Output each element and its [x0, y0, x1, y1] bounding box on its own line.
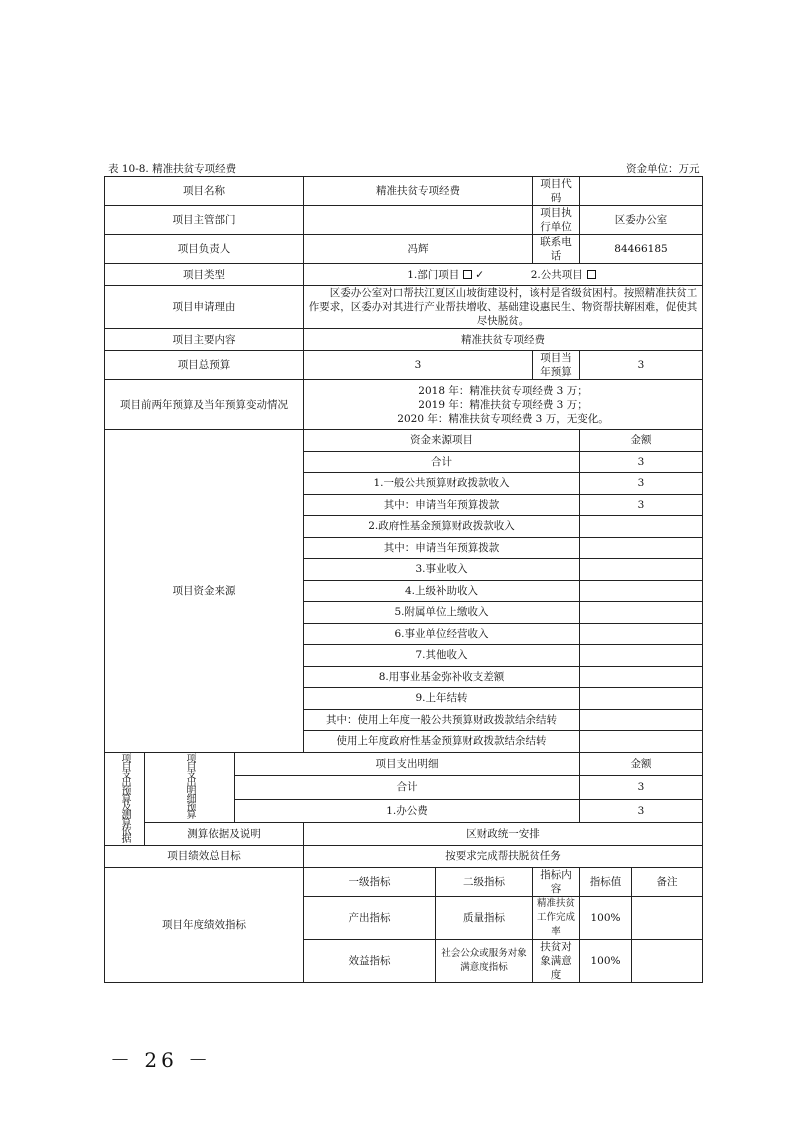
- funding-amount: [580, 623, 703, 645]
- funding-amount: 3: [580, 473, 703, 495]
- goal-label: 项目绩效总目标: [105, 845, 304, 867]
- indicator-header: 一级指标: [304, 867, 436, 896]
- project-name-value: 精准扶贫专项经费: [304, 177, 533, 206]
- funding-label: 项目资金来源: [105, 430, 304, 753]
- person-value: 冯辉: [304, 235, 533, 264]
- funding-item: 使用上年度政府性基金预算财政拨款结余结转: [304, 731, 580, 753]
- indicator-content: 精准扶贫工作完成率: [533, 896, 580, 939]
- funding-col-item: 资金来源项目: [304, 430, 580, 452]
- funding-total-label: 合计: [304, 451, 580, 473]
- funding-amount: [580, 709, 703, 731]
- funding-amount: [580, 602, 703, 624]
- funding-item: 7.其他收入: [304, 645, 580, 667]
- funding-amount: [580, 666, 703, 688]
- funding-item: 其中：申请当年预算拨款: [304, 537, 580, 559]
- funding-item: 其中：申请当年预算拨款: [304, 494, 580, 516]
- exec-unit-value: 区委办公室: [580, 206, 703, 235]
- checkmark-icon: ✓: [475, 268, 485, 281]
- indicator-header: 备注: [632, 867, 703, 896]
- indicator-note: [632, 896, 703, 939]
- funding-amount: [580, 688, 703, 710]
- indicator-level2: 质量指标: [436, 896, 533, 939]
- funding-amount: [580, 559, 703, 581]
- person-label: 项目负责人: [105, 235, 304, 264]
- history-label: 项目前两年预算及当年预算变动情况: [105, 380, 304, 430]
- content-label: 项目主要内容: [105, 329, 304, 351]
- annual-indicators-label: 项目年度绩效指标: [105, 867, 304, 982]
- dept-label: 项目主管部门: [105, 206, 304, 235]
- funding-amount: [580, 580, 703, 602]
- project-type-options: [304, 264, 703, 286]
- funding-item: 1.一般公共预算财政拨款收入: [304, 473, 580, 495]
- history-line: 2019 年：精准扶贫专项经费 3 万；: [418, 398, 588, 411]
- indicator-content: 扶贫对象满意度: [533, 939, 580, 982]
- page-number: － 26 －: [110, 1048, 213, 1072]
- dept-value: [304, 206, 533, 235]
- checkbox-icon: [587, 270, 596, 279]
- funding-item: 6.事业单位经营收入: [304, 623, 580, 645]
- funding-item: 5.附属单位上缴收入: [304, 602, 580, 624]
- history-line: 2018 年：精准扶贫专项经费 3 万；: [418, 384, 588, 397]
- total-budget-label: 项目总预算: [105, 351, 304, 380]
- table-caption: 表 10-8. 精准扶贫专项经费: [108, 163, 237, 175]
- funding-item: 9.上年结转: [304, 688, 580, 710]
- funding-item: 3.事业收入: [304, 559, 580, 581]
- indicator-note: [632, 939, 703, 982]
- expense-amount: 3: [580, 799, 703, 823]
- project-code-label: 项目代码: [533, 177, 580, 206]
- total-budget-value: 3: [304, 351, 533, 380]
- expense-item: 1.办公费: [235, 799, 580, 823]
- expense-outer-label: 项目支出预算及测算依据: [105, 752, 145, 845]
- reason-text: 区委办公室对口帮扶江夏区山坡街建设村，该村是省级贫困村。按照精准扶贫工作要求，区委办对其进行产业帮扶增收、基础建设惠民生、物资帮扶解困难，促使其尽快脱贫。: [304, 286, 703, 329]
- indicator-level1: 产出指标: [304, 896, 436, 939]
- funding-col-amount: 金额: [580, 430, 703, 452]
- phone-label: 联系电话: [533, 235, 580, 264]
- project-name-label: 项目名称: [105, 177, 304, 206]
- content-text: 精准扶贫专项经费: [304, 329, 703, 351]
- project-budget-table: [104, 176, 703, 983]
- expense-col-amount: 金额: [580, 752, 703, 776]
- type-option-department: 1.部门项目: [407, 268, 460, 281]
- indicator-header: 指标值: [580, 867, 632, 896]
- funding-amount: [580, 516, 703, 538]
- funding-item: 4.上级补助收入: [304, 580, 580, 602]
- indicator-level1: 效益指标: [304, 939, 436, 982]
- expense-total-label: 合计: [235, 776, 580, 800]
- funding-amount: [580, 537, 703, 559]
- checkbox-icon: [463, 270, 472, 279]
- phone-value: 84466185: [580, 235, 703, 264]
- project-type-label: 项目类型: [105, 264, 304, 286]
- reason-label: 项目申请理由: [105, 286, 304, 329]
- history-line: 2020 年：精准扶贫专项经费 3 万，无变化。: [397, 412, 609, 425]
- indicator-header: 指标内容: [533, 867, 580, 896]
- funding-item: 其中：使用上年度一般公共预算财政拨款结余结转: [304, 709, 580, 731]
- expense-inner-label: 项目支出明细预算: [145, 752, 235, 823]
- funding-item: 8.用事业基金弥补收支差额: [304, 666, 580, 688]
- type-option-public: 2.公共项目: [530, 268, 583, 281]
- project-code-value: [580, 177, 703, 206]
- basis-value: 区财政统一安排: [304, 823, 703, 846]
- indicator-header: 二级指标: [436, 867, 533, 896]
- exec-unit-label: 项目执行单位: [533, 206, 580, 235]
- funding-item: 2.政府性基金预算财政拨款收入: [304, 516, 580, 538]
- history-text: [304, 380, 703, 430]
- funding-amount: 3: [580, 451, 703, 473]
- indicator-level2: 社会公众或服务对象满意度指标: [436, 939, 533, 982]
- current-budget-value: 3: [580, 351, 703, 380]
- funding-amount: 3: [580, 494, 703, 516]
- indicator-value: 100%: [580, 939, 632, 982]
- funding-amount: [580, 645, 703, 667]
- goal-value: 按要求完成帮扶脱贫任务: [304, 845, 703, 867]
- currency-unit: 资金单位：万元: [626, 163, 700, 175]
- expense-total-value: 3: [580, 776, 703, 800]
- basis-label: 测算依据及说明: [145, 823, 304, 846]
- current-budget-label: 项目当年预算: [533, 351, 580, 380]
- indicator-value: 100%: [580, 896, 632, 939]
- expense-col-item: 项目支出明细: [235, 752, 580, 776]
- funding-amount: [580, 731, 703, 753]
